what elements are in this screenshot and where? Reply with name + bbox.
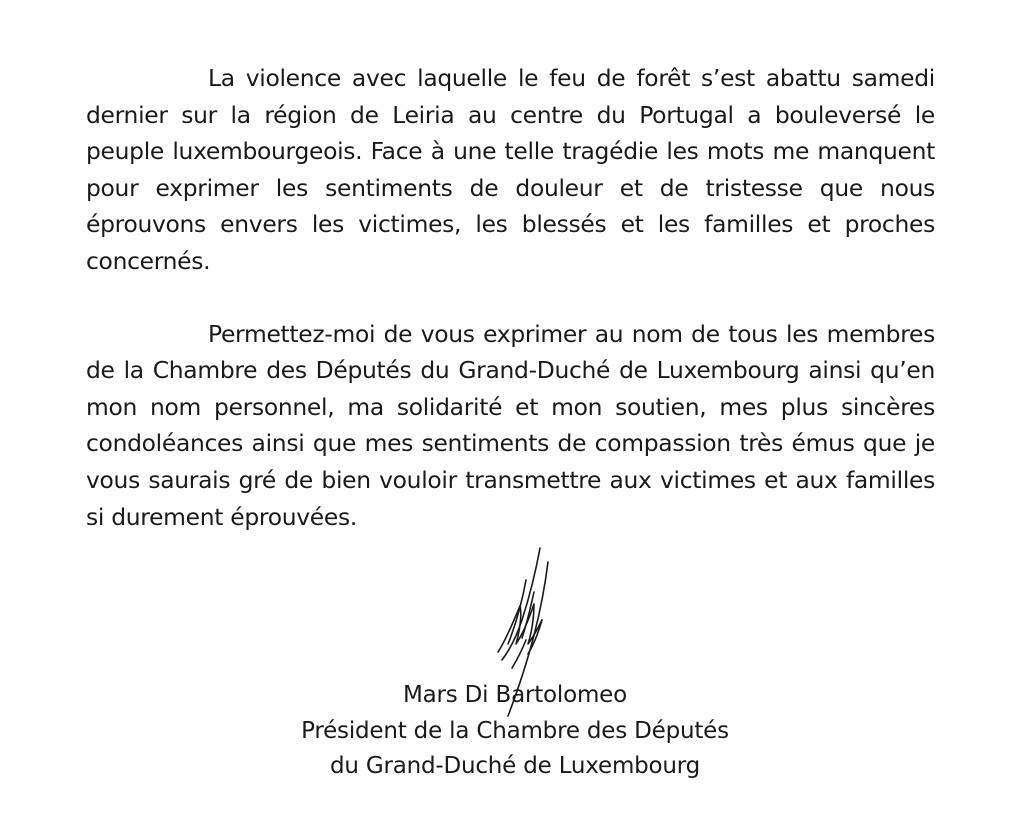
signature-stroke (528, 620, 542, 654)
signature-stroke (498, 604, 542, 652)
signature-stroke (502, 548, 540, 660)
signature-stroke (512, 640, 526, 668)
letter-body (86, 60, 935, 535)
letter-paragraph-1: La violence avec laquelle le feu de forêt s’est abattu samedi dernier sur la région de Leiria au centre du Portugal a bouleversé le peuple luxembourgeois. Face à une telle tragédie les mots me manquent pour exprimer les sentiments de douleur et de tristesse que nous éprouvons envers les victimes, les blessés et les familles et proches concernés. (86, 64, 935, 275)
signatory-title: Président de la Chambre des Députés (301, 717, 729, 744)
signature-block (220, 678, 810, 785)
signature-stroke (522, 592, 534, 638)
signatory-name: Mars Di Bartolomeo (402, 682, 627, 708)
signature-stroke (508, 580, 526, 644)
letter-paragraph-2: Permettez-moi de vous exprimer au nom de tous les membres de la Chambre des Députés du Grand-Duché de Luxembourg ainsi qu’en mon nom personnel, ma solidarité et mon soutien, mes plus sincères condoléances ainsi que mes sentiments de compassion très émus que je vous saurais gré de bien vouloir transmettre aux victimes et aux familles si durement éprouvées. (86, 319, 935, 531)
signatory-institution: du Grand-Duché de Luxembourg (329, 753, 701, 779)
